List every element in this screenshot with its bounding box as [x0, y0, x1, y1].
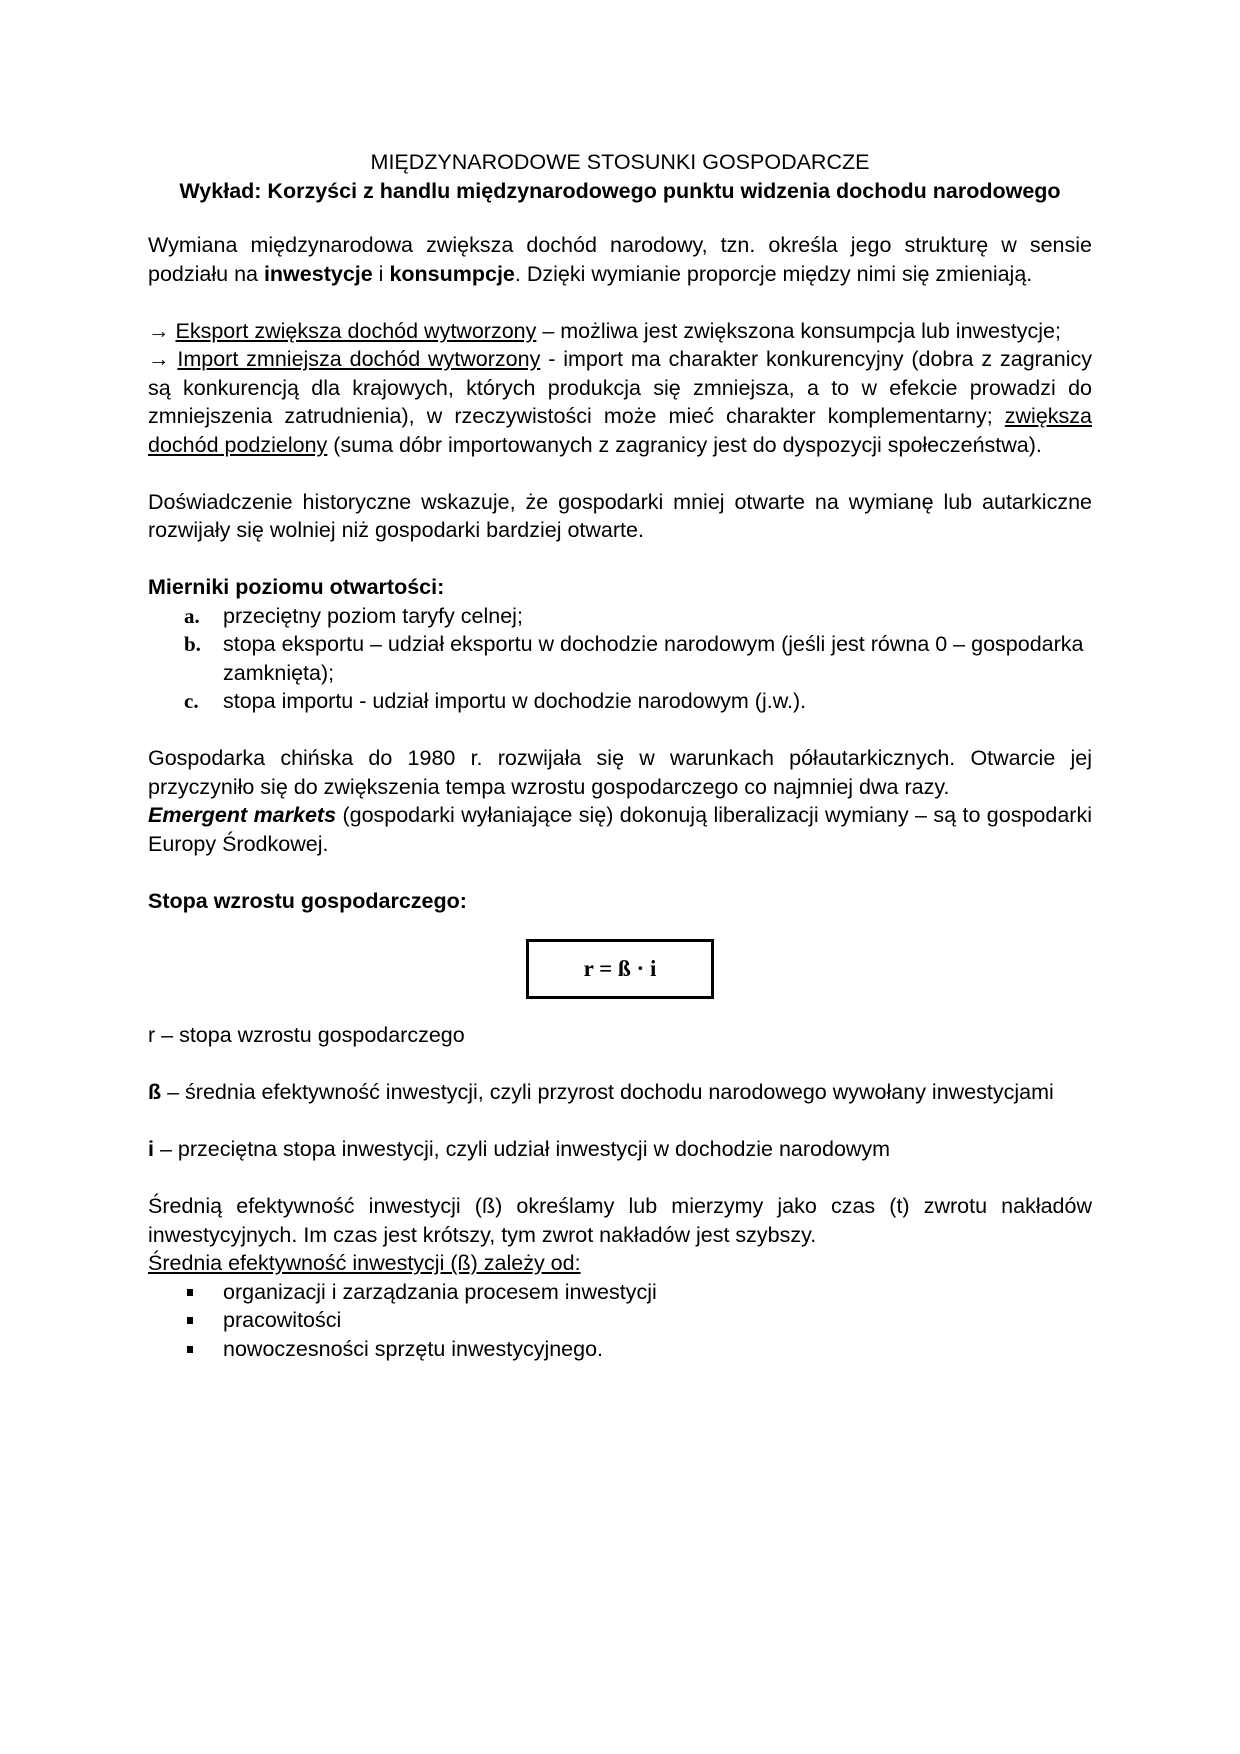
square-bullet-icon	[187, 1346, 193, 1353]
definition-text: – przeciętna stopa inwestycji, czyli udział inwestycji w dochodzie narodowym	[153, 1137, 891, 1161]
emergent-markets-term: Emergent markets	[148, 803, 337, 827]
intro-text: i	[372, 261, 390, 286]
list-item	[148, 630, 1092, 687]
history-paragraph: Doświadczenie historyczne wskazuje, że gospodarki mniej otwarte na wymianę lub autarkiczne rozwijały się wolniej niż gospodarki bardziej otwarte.	[148, 489, 1092, 542]
depends-heading: Średnia efektywność inwestycji (ß) zależy od:	[148, 1251, 581, 1275]
factors-list	[148, 1278, 1092, 1364]
list-item-text: organizacji i zarządzania procesem inwestycji	[223, 1279, 657, 1304]
title-block	[148, 148, 1092, 205]
square-bullet-icon	[187, 1317, 193, 1324]
openness-list	[148, 602, 1092, 716]
intro-bold-consumption: konsumpcje	[389, 261, 515, 286]
list-item	[148, 1306, 1092, 1335]
china-paragraph: Gospodarka chińska do 1980 r. rozwijała się w warunkach półautarkicznych. Otwarcie jej przyczyniło się do zwiększenia tempa wzrostu gospodarczego co najmniej dwa razy.	[148, 746, 1092, 799]
list-marker: c.	[184, 689, 199, 713]
import-text: - import ma charakter konkurencyjny (dobra z zagranicy są konkurencją dla krajowych, których produkcja się zmniejsza, a to w efekcie prowadzi do zmniejszenia zatrudnienia), w rzeczywistości może mieć charakter komplementarny;	[148, 347, 1093, 428]
emergent-text: (gospodarki wyłaniające się) dokonują liberalizacji wymiany – są to gospodarki Europy Środkowej.	[148, 803, 1092, 856]
definition-beta	[148, 1078, 1092, 1107]
list-item	[148, 1278, 1092, 1307]
definition-r	[148, 1021, 1092, 1050]
export-text: – możliwa jest zwiększona konsumpcja lub inwestycje;	[536, 318, 1061, 343]
list-item	[148, 687, 1092, 716]
spacer	[148, 288, 1092, 317]
list-marker: b.	[184, 632, 201, 656]
list-item	[148, 1335, 1092, 1364]
definition-i	[148, 1135, 1092, 1164]
definition-symbol: ß	[148, 1080, 162, 1104]
emergent-paragraph	[148, 801, 1092, 858]
square-bullet-icon	[187, 1289, 193, 1296]
list-marker: a.	[184, 603, 200, 628]
definition-symbol: r	[148, 1023, 156, 1047]
lecture-subtitle: Wykład: Korzyści z handlu międzynarodowego punktu widzenia dochodu narodowego	[179, 178, 1061, 203]
list-item-text: stopa importu - udział importu w dochodzie narodowym (j.w.).	[223, 689, 807, 713]
growth-heading: Stopa wzrostu gospodarczego:	[148, 888, 467, 913]
definition-text: – średnia efektywność inwestycji, czyli przyrost dochodu narodowego wywołany inwestycjami	[161, 1080, 1054, 1104]
efficiency-paragraph: Średnią efektywność inwestycji (ß) określamy lub mierzymy jako czas (t) zwrotu nakładów inwestycyjnych. Im czas jest krótszy, tym zwrot nakładów jest szybszy.	[148, 1194, 1092, 1247]
spacer	[148, 1107, 1092, 1136]
spacer	[148, 716, 1092, 745]
openness-heading: Mierniki poziomu otwartości:	[148, 575, 445, 599]
intro-bold-investments: inwestycje	[263, 261, 373, 286]
definition-text: – stopa wzrostu gospodarczego	[155, 1023, 465, 1047]
spacer	[148, 1164, 1092, 1193]
formula-box: r = ß · i	[526, 939, 714, 999]
document-title: MIĘDZYNARODOWE STOSUNKI GOSPODARCZE	[370, 150, 870, 174]
spacer	[148, 858, 1092, 887]
spacer	[148, 459, 1092, 488]
import-paragraph	[148, 345, 1092, 459]
list-item	[148, 602, 1092, 631]
intro-text: Wymiana międzynarodowa zwiększa dochód narodowy, tzn. określa jego strukturę w sensie podziału na	[148, 233, 1092, 286]
export-underlined: Eksport zwiększa dochód wytworzony	[175, 318, 537, 343]
list-item-text: stopa eksportu – udział eksportu w dochodzie narodowym (jeśli jest równa 0 – gospodarka zamknięta);	[223, 632, 1084, 685]
list-item-text: nowoczesności sprzętu inwestycyjnego.	[223, 1336, 604, 1361]
arrow-right-icon: →	[148, 347, 170, 371]
definition-symbol: i	[148, 1137, 154, 1161]
spacer	[148, 1050, 1092, 1079]
import-underlined: Import zmniejsza dochód wytworzony	[177, 347, 541, 371]
list-item-text: pracowitości	[223, 1308, 342, 1332]
list-item-text: przeciętny poziom taryfy celnej;	[223, 603, 523, 628]
formula-container	[148, 939, 1092, 999]
import-text-2: (suma dóbr importowanych z zagranicy jest do dyspozycji społeczeństwa).	[327, 432, 1042, 457]
spacer	[148, 545, 1092, 574]
intro-text: . Dzięki wymianie proporcje między nimi się zmieniają.	[514, 261, 1033, 286]
document-page	[148, 148, 1092, 1363]
arrow-right-icon: →	[148, 318, 170, 343]
import-underlined-2: zwiększa dochód podzielony	[148, 404, 1092, 457]
intro-paragraph	[148, 231, 1092, 288]
export-paragraph	[148, 317, 1092, 346]
